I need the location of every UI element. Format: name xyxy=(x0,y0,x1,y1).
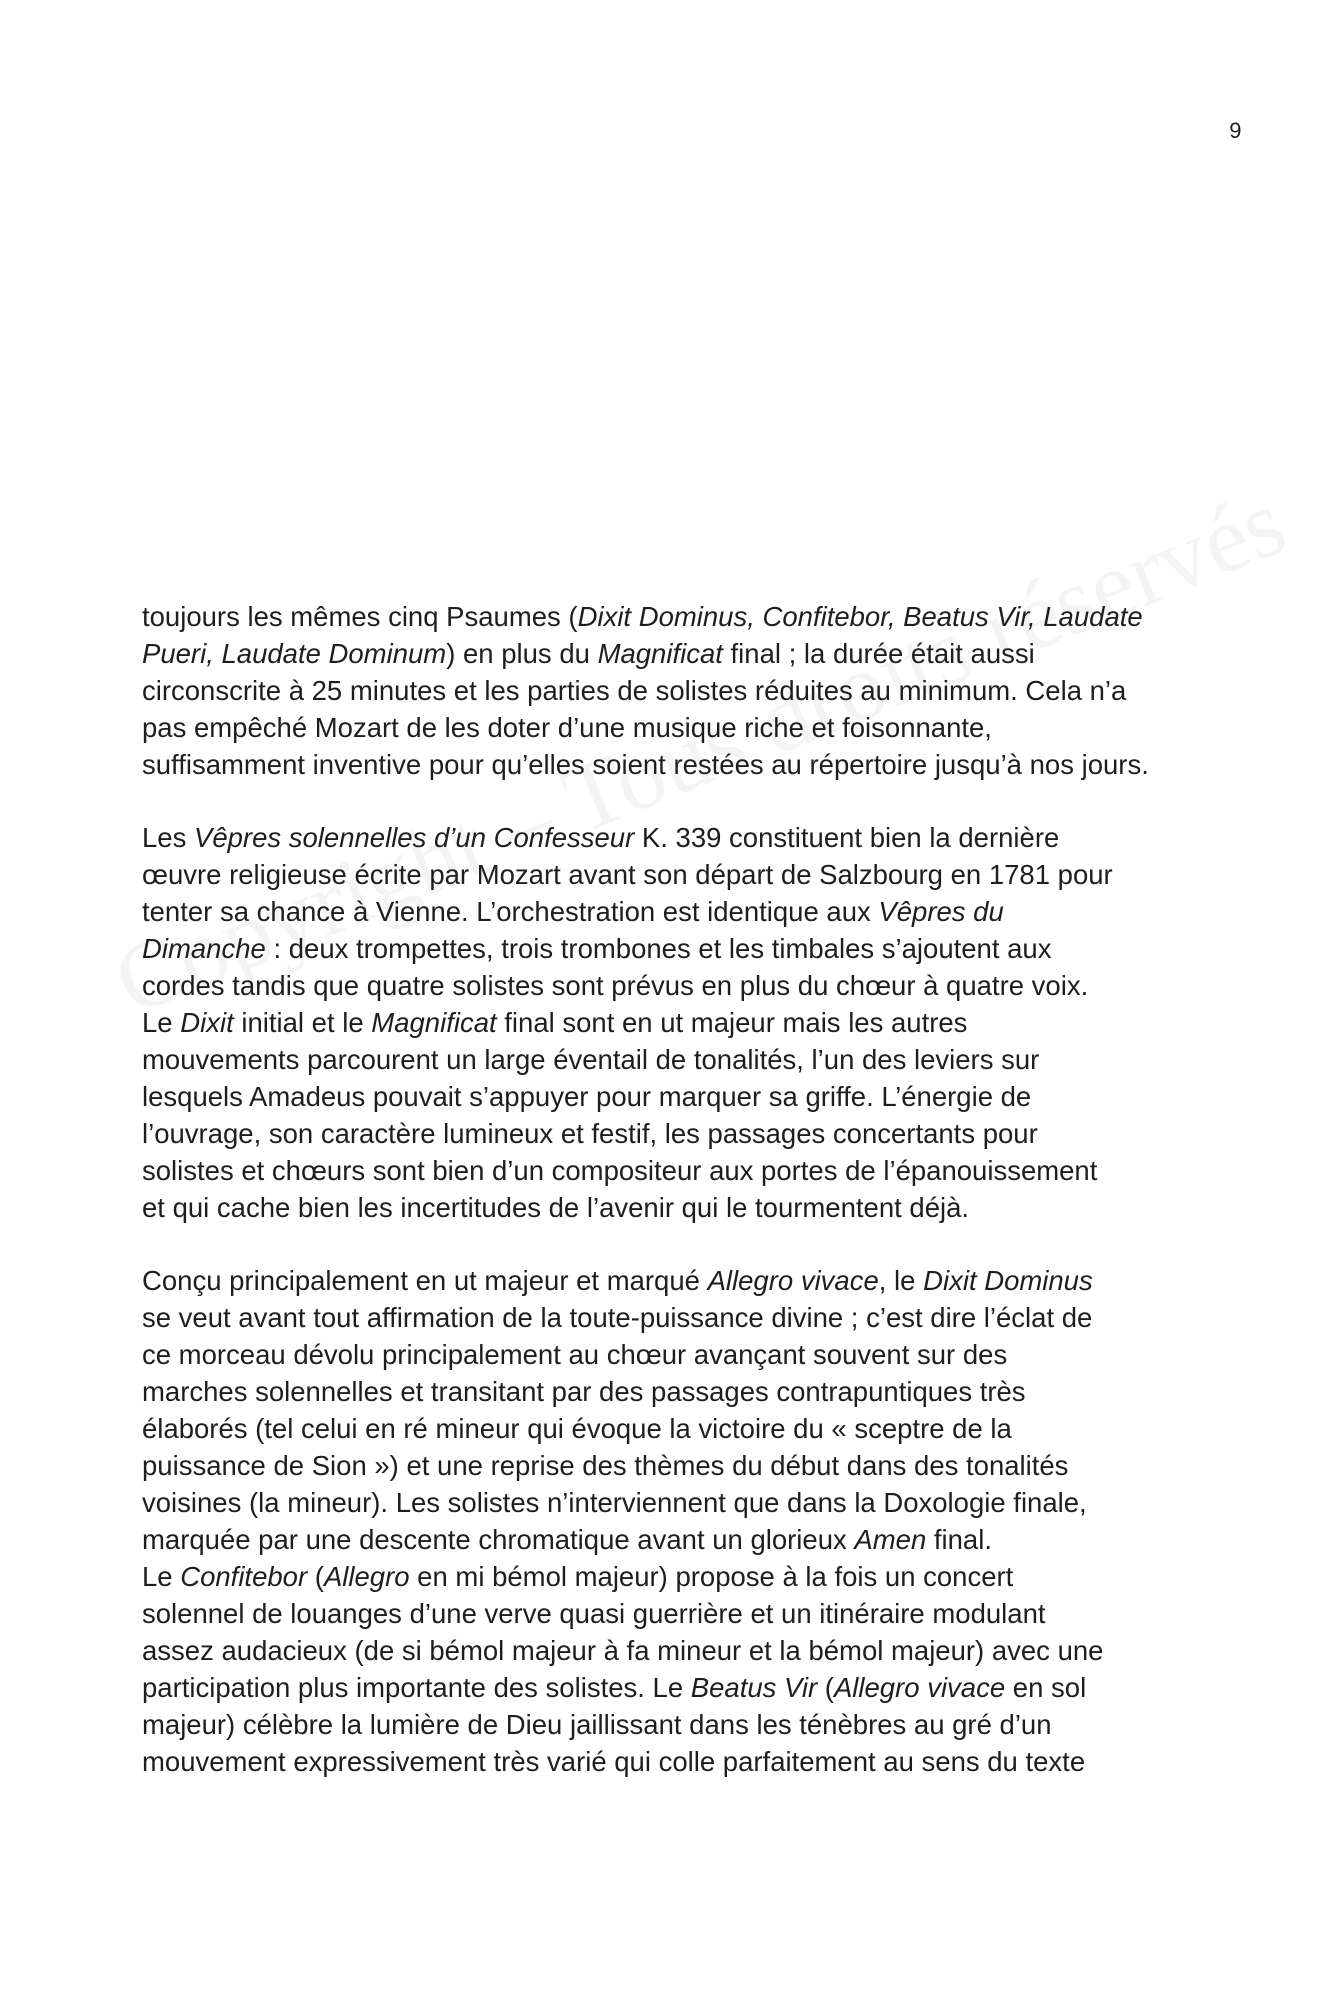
italic-text: Magnificat xyxy=(371,1007,497,1038)
text-run: en mi bémol majeur) propose à la fois un concert xyxy=(409,1561,1014,1592)
text-line xyxy=(142,1152,1202,1189)
text-line xyxy=(142,1004,1202,1041)
text-line xyxy=(142,1632,1202,1669)
text-run: final ; la durée était aussi xyxy=(722,638,1035,669)
italic-text: Allegro xyxy=(323,1561,410,1592)
text-run: K. 339 constituent bien la dernière xyxy=(634,822,1060,853)
text-line xyxy=(142,709,1202,746)
text-run: se veut avant tout affirmation de la toute-puissance divine ; c’est dire l’éclat de xyxy=(142,1302,1093,1333)
text-line xyxy=(142,1299,1202,1336)
text-line xyxy=(142,1706,1202,1743)
text-line xyxy=(142,1521,1202,1558)
text-line xyxy=(142,856,1202,893)
text-line xyxy=(142,1336,1202,1373)
text-run: Le xyxy=(142,1561,181,1592)
text-run: marches solennelles et transitant par des passages contrapuntiques très xyxy=(142,1376,1026,1407)
text-line xyxy=(142,930,1202,967)
text-run: cordes tandis que quatre solistes sont prévus en plus du chœur à quatre voix. xyxy=(142,970,1089,1001)
text-run: : deux trompettes, trois trombones et les timbales s’ajoutent aux xyxy=(265,933,1052,964)
text-run: solistes et chœurs sont bien d’un compositeur aux portes de l’épanouissement xyxy=(142,1155,1098,1186)
italic-text: Dixit Dominus xyxy=(923,1265,1093,1296)
text-line xyxy=(142,635,1202,672)
text-line xyxy=(142,1078,1202,1115)
text-line xyxy=(142,746,1202,783)
text-run: l’ouvrage, son caractère lumineux et festif, les passages concertants pour xyxy=(142,1118,1038,1149)
text-line xyxy=(142,967,1202,1004)
text-line xyxy=(142,1595,1202,1632)
text-line xyxy=(142,1115,1202,1152)
italic-text: Dixit xyxy=(180,1007,234,1038)
text-run: participation plus importante des solistes. Le xyxy=(142,1672,691,1703)
text-run: ) en plus du xyxy=(446,638,598,669)
text-run: élaborés (tel celui en ré mineur qui évoque la victoire du « sceptre de la xyxy=(142,1413,1012,1444)
body-text xyxy=(142,598,1202,1816)
italic-text: Allegro vivace xyxy=(833,1672,1006,1703)
text-line xyxy=(142,598,1202,635)
text-run: , le xyxy=(878,1265,924,1296)
text-line xyxy=(142,1262,1202,1299)
text-run: œuvre religieuse écrite par Mozart avant son départ de Salzbourg en 1781 pour xyxy=(142,859,1113,890)
text-run: ( xyxy=(817,1672,834,1703)
text-line xyxy=(142,1189,1202,1226)
text-run: Conçu principalement en ut majeur et marqué xyxy=(142,1265,708,1296)
text-line xyxy=(142,1041,1202,1078)
text-run: marquée par une descente chromatique avant un glorieux xyxy=(142,1524,855,1555)
text-run: ( xyxy=(307,1561,324,1592)
text-line xyxy=(142,1484,1202,1521)
italic-text: Magnificat xyxy=(597,638,723,669)
italic-text: Vêpres du xyxy=(878,896,1004,927)
text-run: suffisamment inventive pour qu’elles soient restées au répertoire jusqu’à nos jours. xyxy=(142,749,1149,780)
text-line xyxy=(142,1669,1202,1706)
text-run: en sol xyxy=(1005,1672,1087,1703)
text-line xyxy=(142,893,1202,930)
text-run: tenter sa chance à Vienne. L’orchestration est identique aux xyxy=(142,896,879,927)
text-run: majeur) célèbre la lumière de Dieu jaillissant dans les ténèbres au gré d’un xyxy=(142,1709,1052,1740)
text-run: mouvements parcourent un large éventail de tonalités, l’un des leviers sur xyxy=(142,1044,1040,1075)
italic-text: Allegro vivace xyxy=(707,1265,879,1296)
text-run: Le xyxy=(142,1007,181,1038)
paragraph xyxy=(142,1262,1202,1780)
text-run: mouvement expressivement très varié qui colle parfaitement au sens du texte xyxy=(142,1746,1086,1777)
text-line xyxy=(142,1447,1202,1484)
italic-text: Confitebor xyxy=(180,1561,308,1592)
text-line xyxy=(142,1558,1202,1595)
paragraph xyxy=(142,598,1202,783)
text-run: ce morceau dévolu principalement au chœur avançant souvent sur des xyxy=(142,1339,1008,1370)
text-run: lesquels Amadeus pouvait s’appuyer pour marquer sa griffe. L’énergie de xyxy=(142,1081,1032,1112)
text-line xyxy=(142,819,1202,856)
italic-text: Amen xyxy=(854,1524,927,1555)
italic-text: Pueri, Laudate Dominum xyxy=(142,638,447,669)
italic-text: Dixit Dominus, Confitebor, Beatus Vir, Laudate xyxy=(577,601,1143,632)
paragraph xyxy=(142,819,1202,1226)
page-number: 9 xyxy=(1229,118,1242,143)
text-line xyxy=(142,1373,1202,1410)
text-run: et qui cache bien les incertitudes de l’avenir qui le tourmentent déjà. xyxy=(142,1192,970,1223)
text-run: assez audacieux (de si bémol majeur à fa mineur et la bémol majeur) avec une xyxy=(142,1635,1104,1666)
text-run: pas empêché Mozart de les doter d’une musique riche et foisonnante, xyxy=(142,712,992,743)
text-run: final sont en ut majeur mais les autres xyxy=(496,1007,968,1038)
text-line xyxy=(142,1743,1202,1780)
text-run: puissance de Sion ») et une reprise des thèmes du début dans des tonalités xyxy=(142,1450,1069,1481)
text-run: final. xyxy=(926,1524,992,1555)
italic-text: Vêpres solennelles d’un Confesseur xyxy=(193,822,635,853)
italic-text: Beatus Vir xyxy=(690,1672,818,1703)
text-line xyxy=(142,672,1202,709)
italic-text: Dimanche xyxy=(142,933,266,964)
text-line xyxy=(142,1410,1202,1447)
text-run: Les xyxy=(142,822,194,853)
text-run: solennel de louanges d’une verve quasi guerrière et un itinéraire modulant xyxy=(142,1598,1046,1629)
text-run: circonscrite à 25 minutes et les parties de solistes réduites au minimum. Cela n’a xyxy=(142,675,1127,706)
text-run: voisines (la mineur). Les solistes n’interviennent que dans la Doxologie finale, xyxy=(142,1487,1087,1518)
text-run: initial et le xyxy=(233,1007,372,1038)
text-run: toujours les mêmes cinq Psaumes ( xyxy=(142,601,578,632)
